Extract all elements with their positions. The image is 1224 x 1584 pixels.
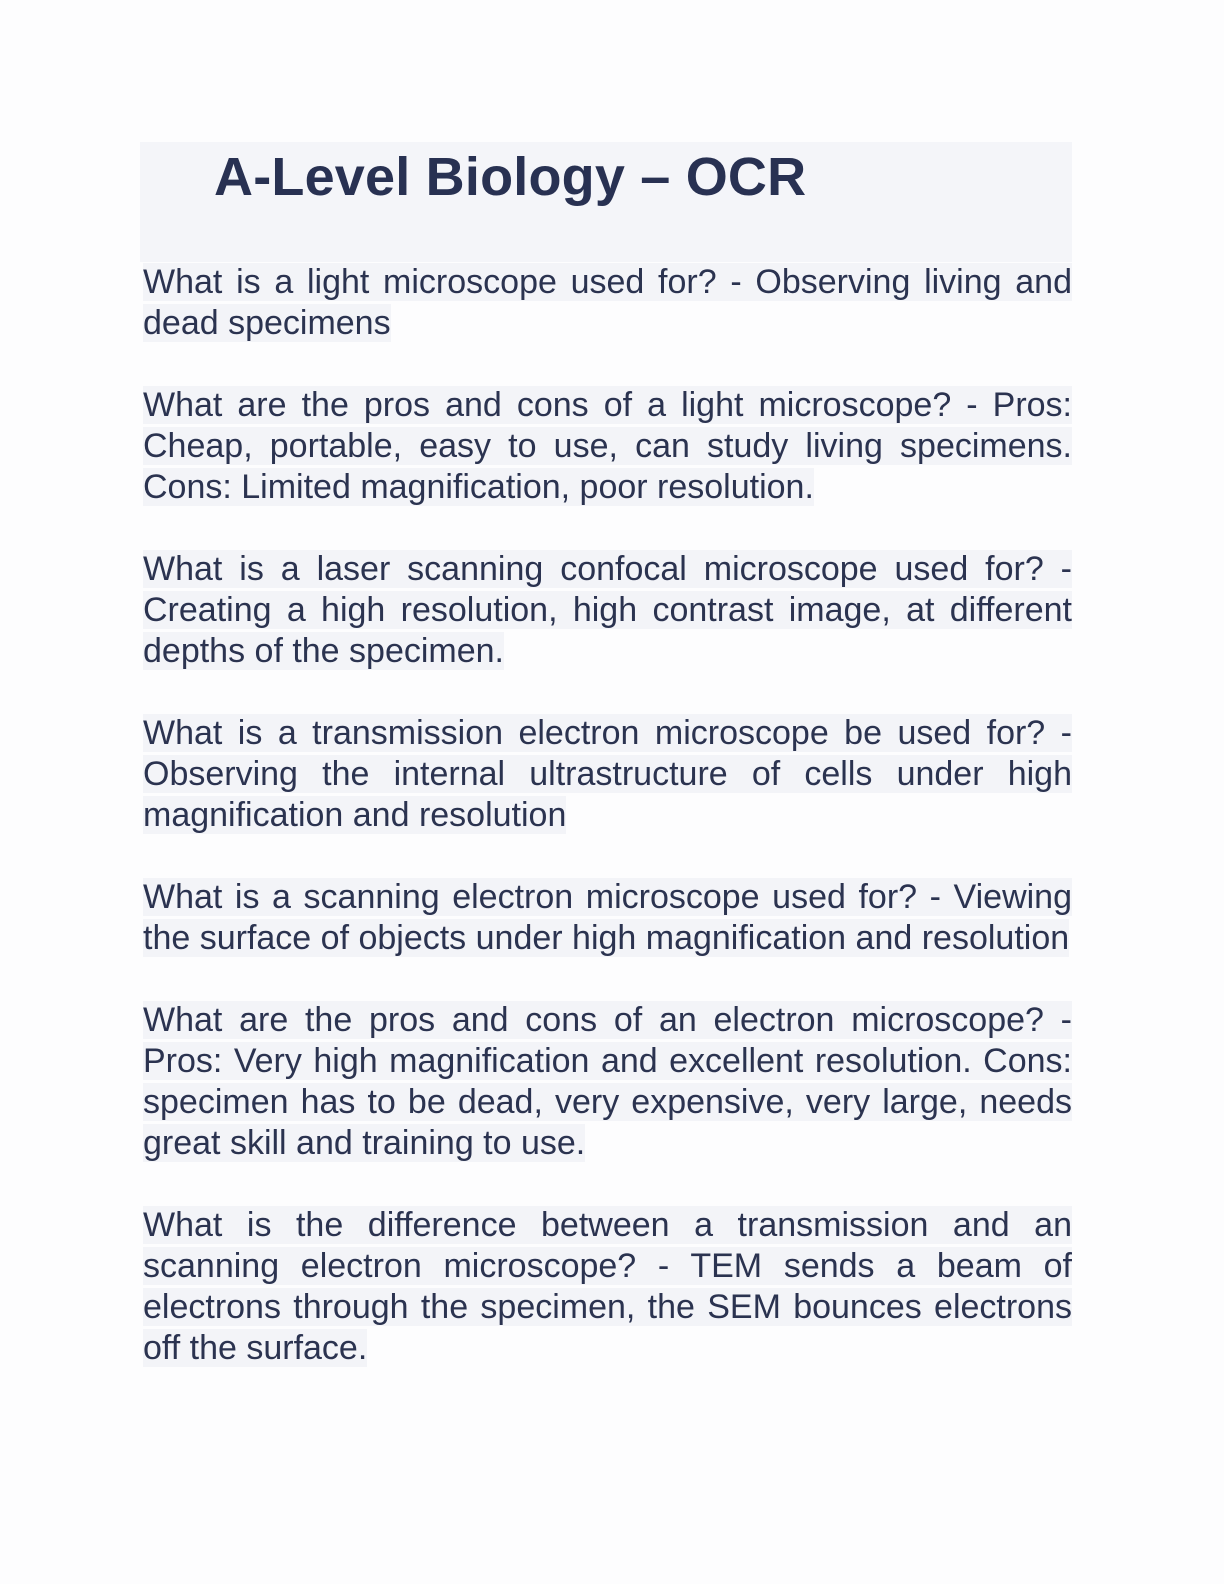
flashcard-list (140, 262, 1072, 1369)
flashcard-item (140, 1205, 1072, 1369)
flashcard-item (140, 713, 1072, 836)
flashcard-text: What is a light microscope used for? - Observing living and dead specimens (143, 263, 1072, 342)
flashcard-item (140, 1000, 1072, 1164)
flashcard-item (140, 262, 1072, 344)
flashcard-text: What is a scanning electron microscope used for? - Viewing the surface of objects under high magnification and resolution (143, 878, 1072, 957)
flashcard-item (140, 385, 1072, 508)
flashcard-text: What are the pros and cons of an electron microscope? - Pros: Very high magnification and excellent resolution. Cons: specimen has to be dead, very expensive, very large, needs great skill and training to use. (143, 1001, 1072, 1162)
flashcard-text: What is a transmission electron microscope be used for? - Observing the internal ultrastructure of cells under high magnification and resolution (143, 714, 1072, 834)
flashcard-item (140, 549, 1072, 672)
flashcard-item (140, 877, 1072, 959)
flashcard-text: What are the pros and cons of a light microscope? - Pros: Cheap, portable, easy to use, can study living specimens. Cons: Limited magnification, poor resolution. (143, 386, 1072, 506)
title-banner (140, 142, 1072, 262)
flashcard-text: What is a laser scanning confocal microscope used for? - Creating a high resolution, high contrast image, at different depths of the specimen. (143, 550, 1072, 670)
document-page (140, 142, 1072, 1410)
flashcard-text: What is the difference between a transmission and an scanning electron microscope? - TEM sends a beam of electrons through the specimen, the SEM bounces electrons off the surface. (143, 1206, 1072, 1367)
page-title: A-Level Biology – OCR (214, 147, 807, 207)
